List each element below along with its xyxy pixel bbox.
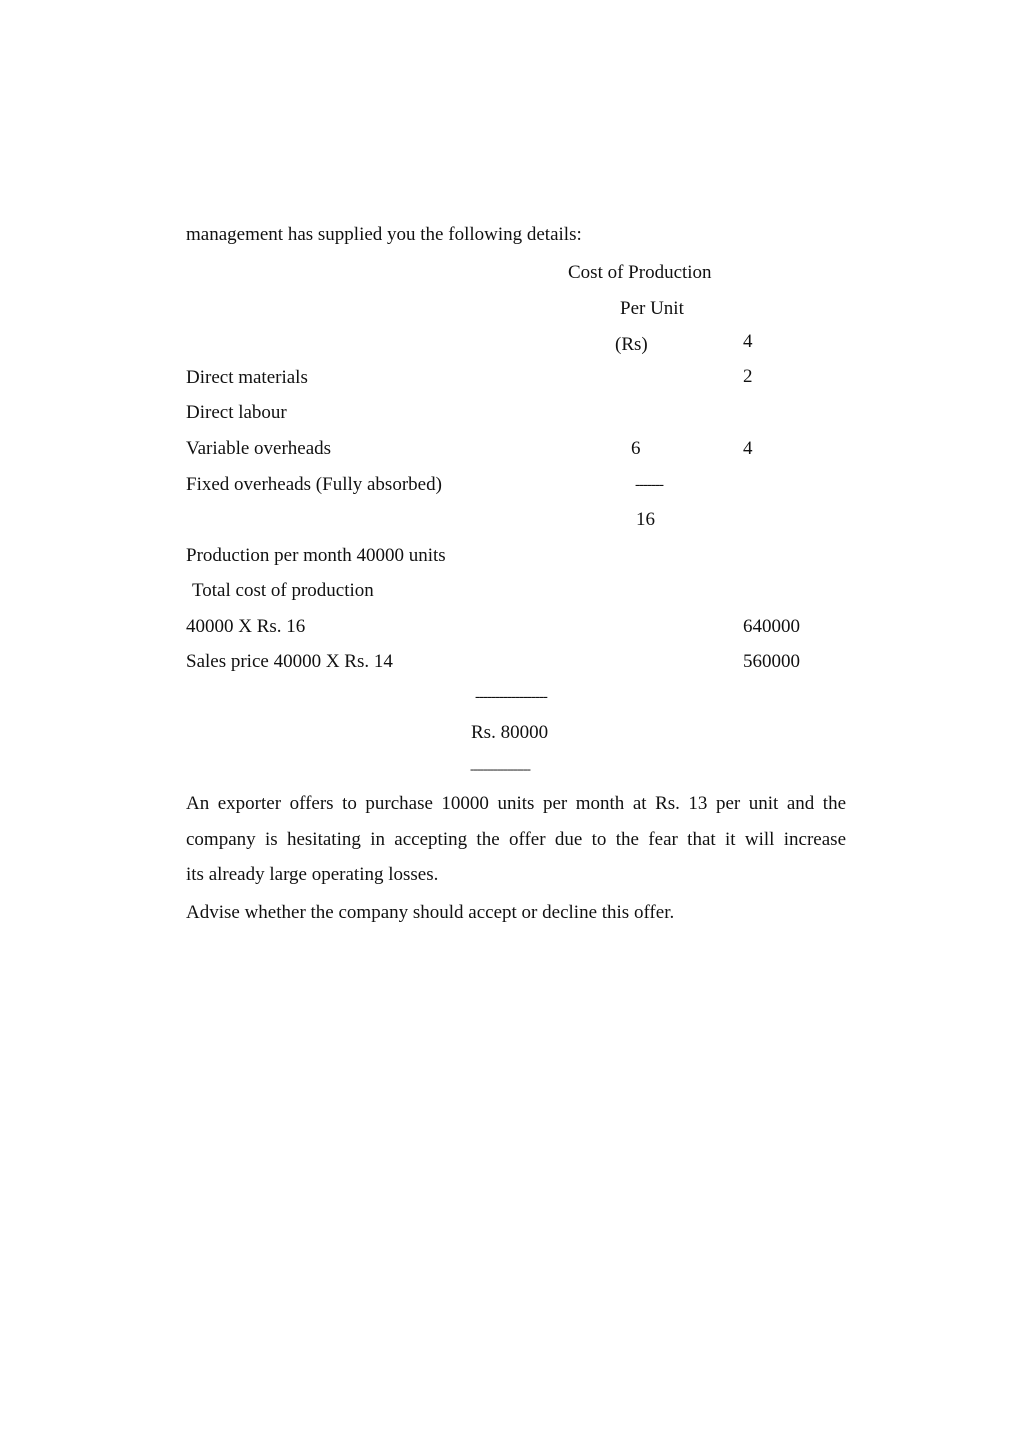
calc-row-label-1: 40000 X Rs. 16 — [186, 616, 306, 637]
cost-item-direct-materials: Direct materials — [186, 367, 308, 388]
subtotal-divider: ------- — [635, 477, 663, 493]
cost-item-fixed-overheads: Fixed overheads (Fully absorbed) — [186, 474, 442, 495]
subtotal-value: 16 — [636, 509, 655, 530]
cost-item-direct-labour: Direct labour — [186, 402, 287, 423]
column-header-line-1: Cost of Production — [568, 262, 712, 283]
advice-text: Advise whether the company should accept or decline this offer. — [186, 902, 675, 923]
paragraph-line-1: An exporter offers to purchase 10000 units per month at Rs. 13 per unit and the — [186, 793, 846, 814]
loss-value: Rs. 80000 — [471, 722, 549, 743]
right-value-1: 4 — [743, 331, 753, 352]
loss-divider-top: ------------------ — [475, 689, 547, 705]
right-value-2: 2 — [743, 366, 753, 387]
column-header-line-3: (Rs) — [615, 334, 648, 355]
right-value-3: 4 — [743, 438, 753, 459]
middle-value: 6 — [631, 438, 641, 459]
production-text: Production per month 40000 units — [186, 545, 446, 566]
calc-row-label-2: Sales price 40000 X Rs. 14 — [186, 651, 393, 672]
loss-divider-bottom: ------------------ — [470, 761, 530, 776]
column-header-line-2: Per Unit — [620, 298, 684, 319]
total-cost-heading: Total cost of production — [192, 580, 374, 601]
intro-text: management has supplied you the following details: — [186, 224, 582, 245]
calc-row-value-1: 640000 — [743, 616, 800, 637]
paragraph-line-2: company is hesitating in accepting the offer due to the fear that it will increase — [186, 828, 846, 850]
paragraph-line-3: its already large operating losses. — [186, 864, 439, 885]
calc-row-value-2: 560000 — [743, 651, 800, 672]
exporter-offer-paragraph — [186, 786, 846, 893]
cost-item-variable-overheads: Variable overheads — [186, 438, 332, 459]
